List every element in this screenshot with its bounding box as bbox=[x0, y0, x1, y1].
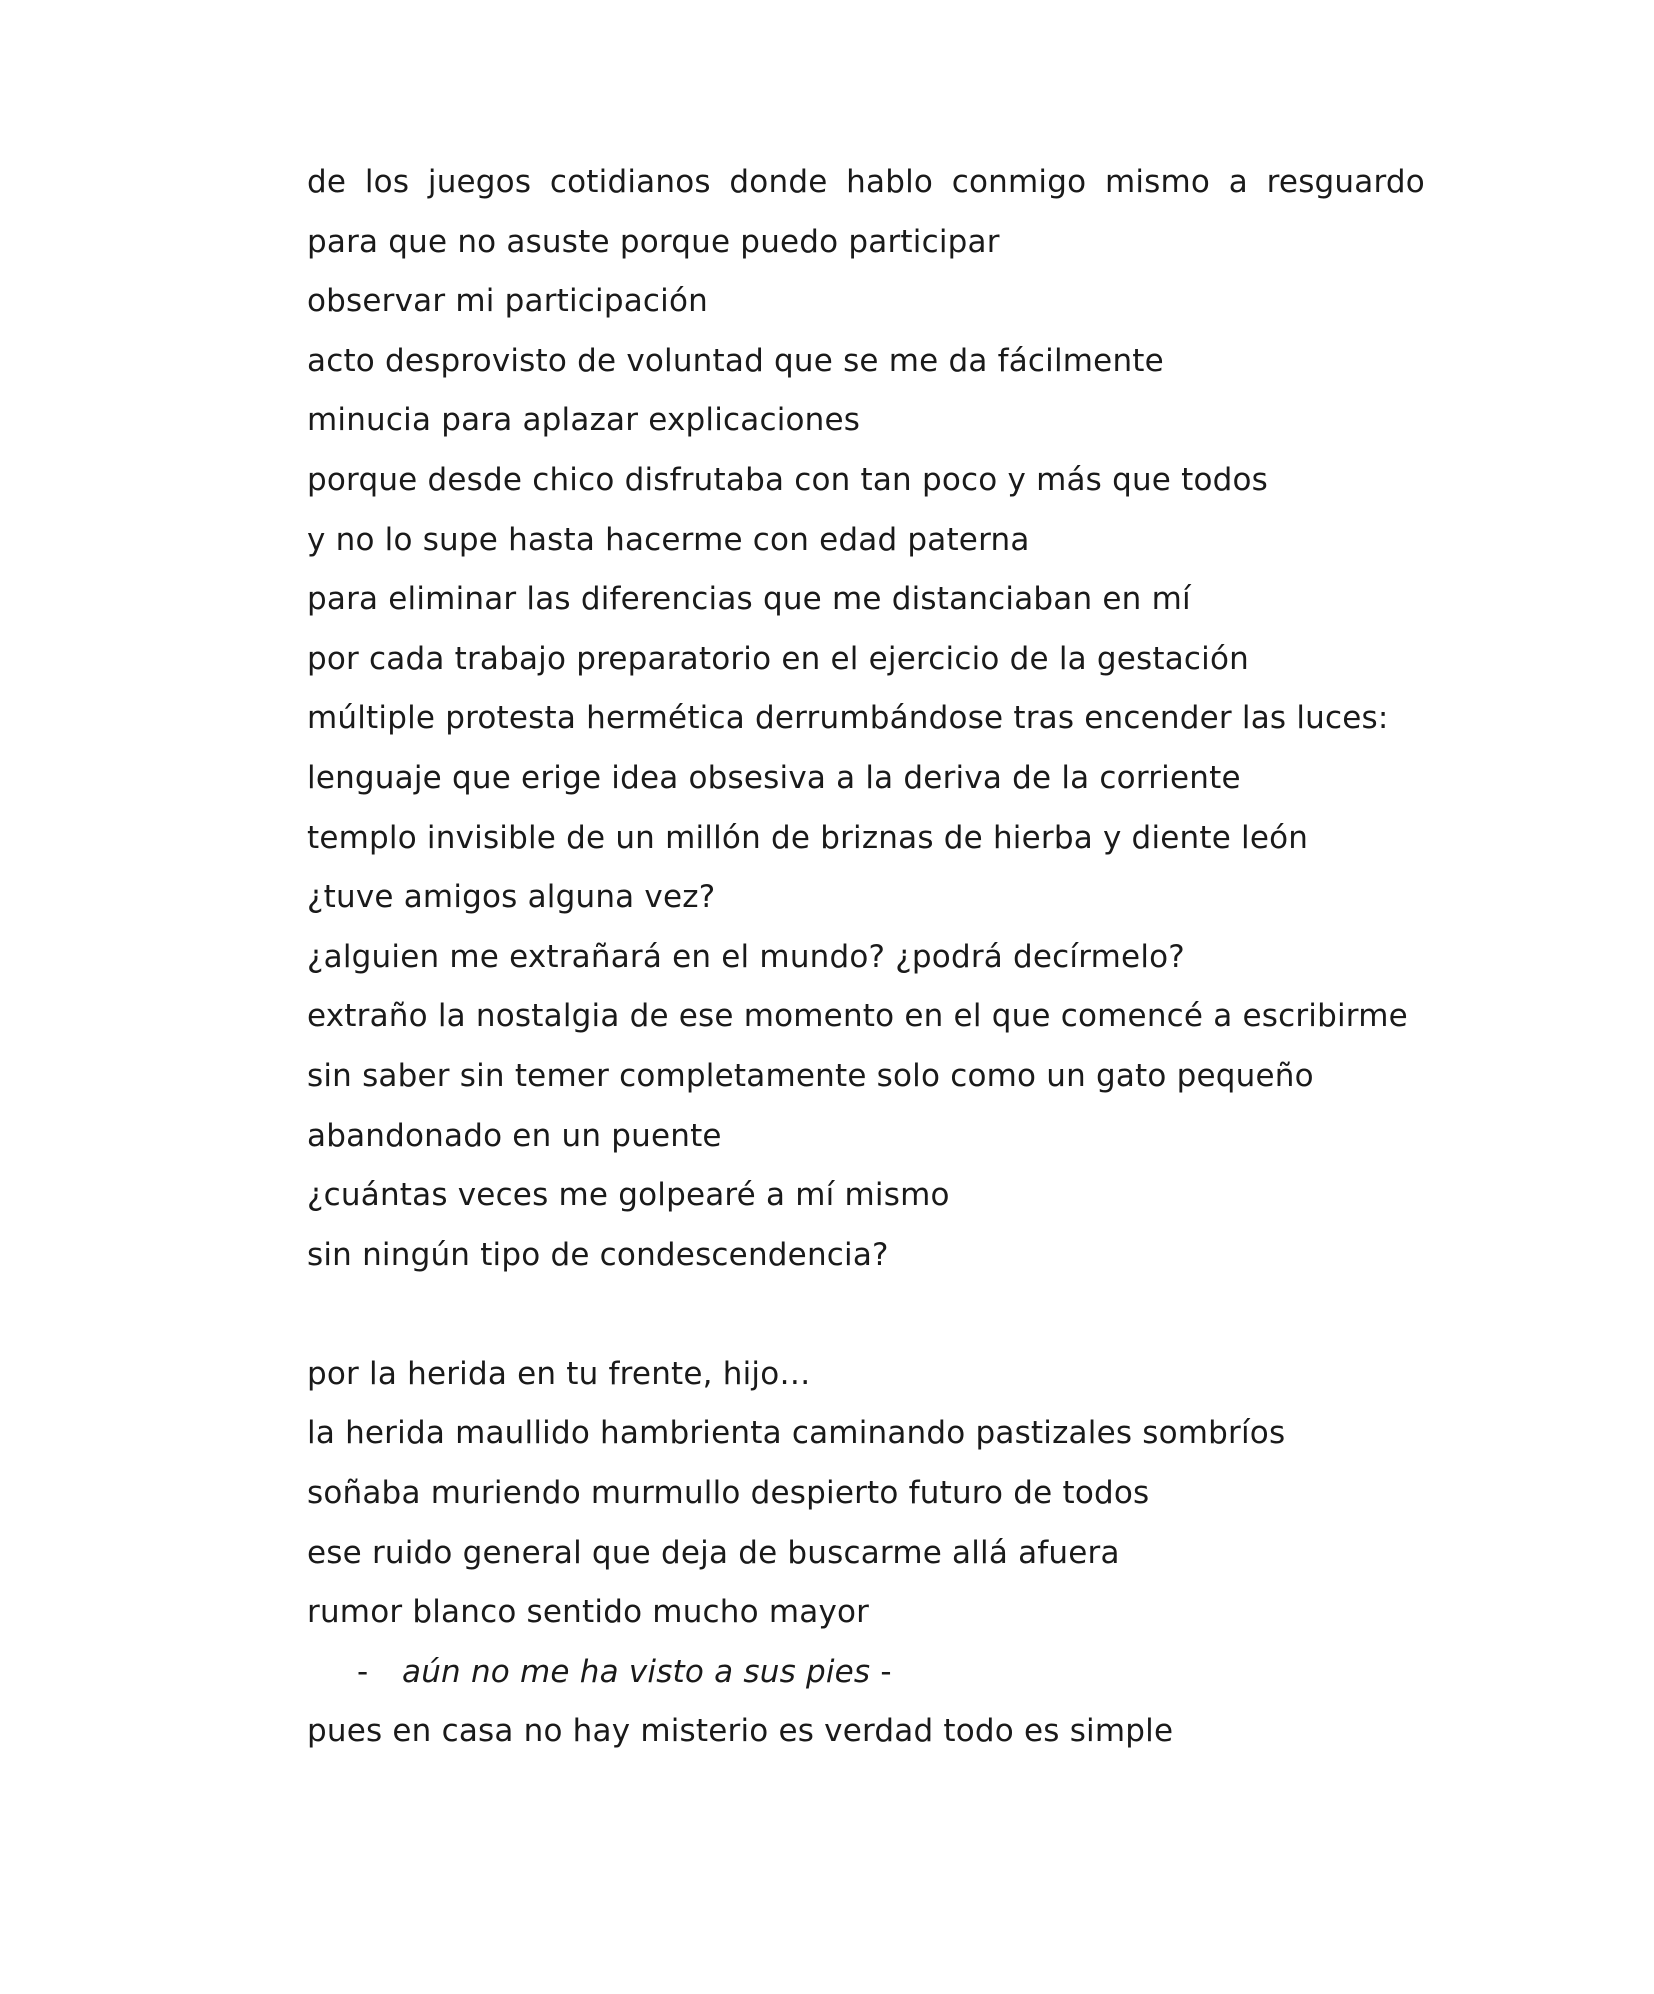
poem-line: templo invisible de un millón de briznas de hierba y diente león bbox=[307, 819, 1309, 856]
word: los bbox=[364, 164, 410, 200]
poem-line: observar mi participación bbox=[307, 283, 709, 320]
word: a bbox=[1228, 164, 1248, 200]
poem-line: abandonado en un puente bbox=[307, 1117, 722, 1154]
poem-line: ¿cuántas veces me golpearé a mí mismo bbox=[307, 1177, 950, 1214]
dialog-text bbox=[402, 1648, 892, 1696]
poem-line: la herida maullido hambrienta caminando pastizales sombríos bbox=[307, 1415, 1286, 1452]
poem-line: soñaba muriendo murmullo despierto futuro de todos bbox=[307, 1475, 1150, 1512]
poem-line: por cada trabajo preparatorio en el ejercicio de la gestación bbox=[307, 640, 1250, 677]
word: hablo bbox=[846, 164, 934, 200]
poem-line-justified bbox=[307, 158, 1425, 218]
poem-line: acto desprovisto de voluntad que se me da fácilmente bbox=[307, 342, 1164, 379]
poem-line: múltiple protesta hermética derrumbándose tras encender las luces: bbox=[307, 700, 1389, 737]
poem-line: sin ningún tipo de condescendencia? bbox=[307, 1236, 889, 1273]
word: mismo bbox=[1104, 164, 1211, 200]
word: cotidianos bbox=[549, 164, 711, 200]
poem-line: por la herida en tu frente, hijo… bbox=[307, 1355, 811, 1392]
poem-line: ¿alguien me extrañará en el mundo? ¿podrá decírmelo? bbox=[307, 938, 1185, 975]
poem-line: extraño la nostalgia de ese momento en el que comencé a escribirme bbox=[307, 998, 1408, 1035]
poem-line: rumor blanco sentido mucho mayor bbox=[307, 1594, 870, 1631]
word: de bbox=[307, 164, 347, 200]
dialog-dash-open: - bbox=[357, 1653, 369, 1690]
word: resguardo bbox=[1266, 164, 1425, 200]
poem-body bbox=[307, 158, 1425, 1767]
word: conmigo bbox=[951, 164, 1087, 200]
poem-line: para eliminar las diferencias que me distanciaban en mí bbox=[307, 581, 1191, 618]
poem-line: porque desde chico disfrutaba con tan poco y más que todos bbox=[307, 461, 1269, 498]
word: donde bbox=[729, 164, 828, 200]
poem-line: para que no asuste porque puedo participar bbox=[307, 223, 1000, 260]
poem-line: lenguaje que erige idea obsesiva a la deriva de la corriente bbox=[307, 759, 1241, 796]
poem-line: ¿tuve amigos alguna vez? bbox=[307, 879, 716, 916]
poem-line: ese ruido general que deja de buscarme allá afuera bbox=[307, 1534, 1120, 1571]
stanza-break bbox=[307, 1290, 1425, 1350]
poem-line: pues en casa no hay misterio es verdad todo es simple bbox=[307, 1713, 1174, 1750]
poem-line: minucia para aplazar explicaciones bbox=[307, 402, 861, 439]
poem-line: y no lo supe hasta hacerme con edad paterna bbox=[307, 521, 1030, 558]
poem-line: sin saber sin temer completamente solo como un gato pequeño bbox=[307, 1057, 1314, 1094]
dialog-line bbox=[307, 1648, 1425, 1708]
word: juegos bbox=[427, 164, 532, 200]
dialog-dash-close: - bbox=[870, 1653, 892, 1690]
dialog-italic-text: aún no me ha visto a sus pies bbox=[402, 1653, 871, 1690]
